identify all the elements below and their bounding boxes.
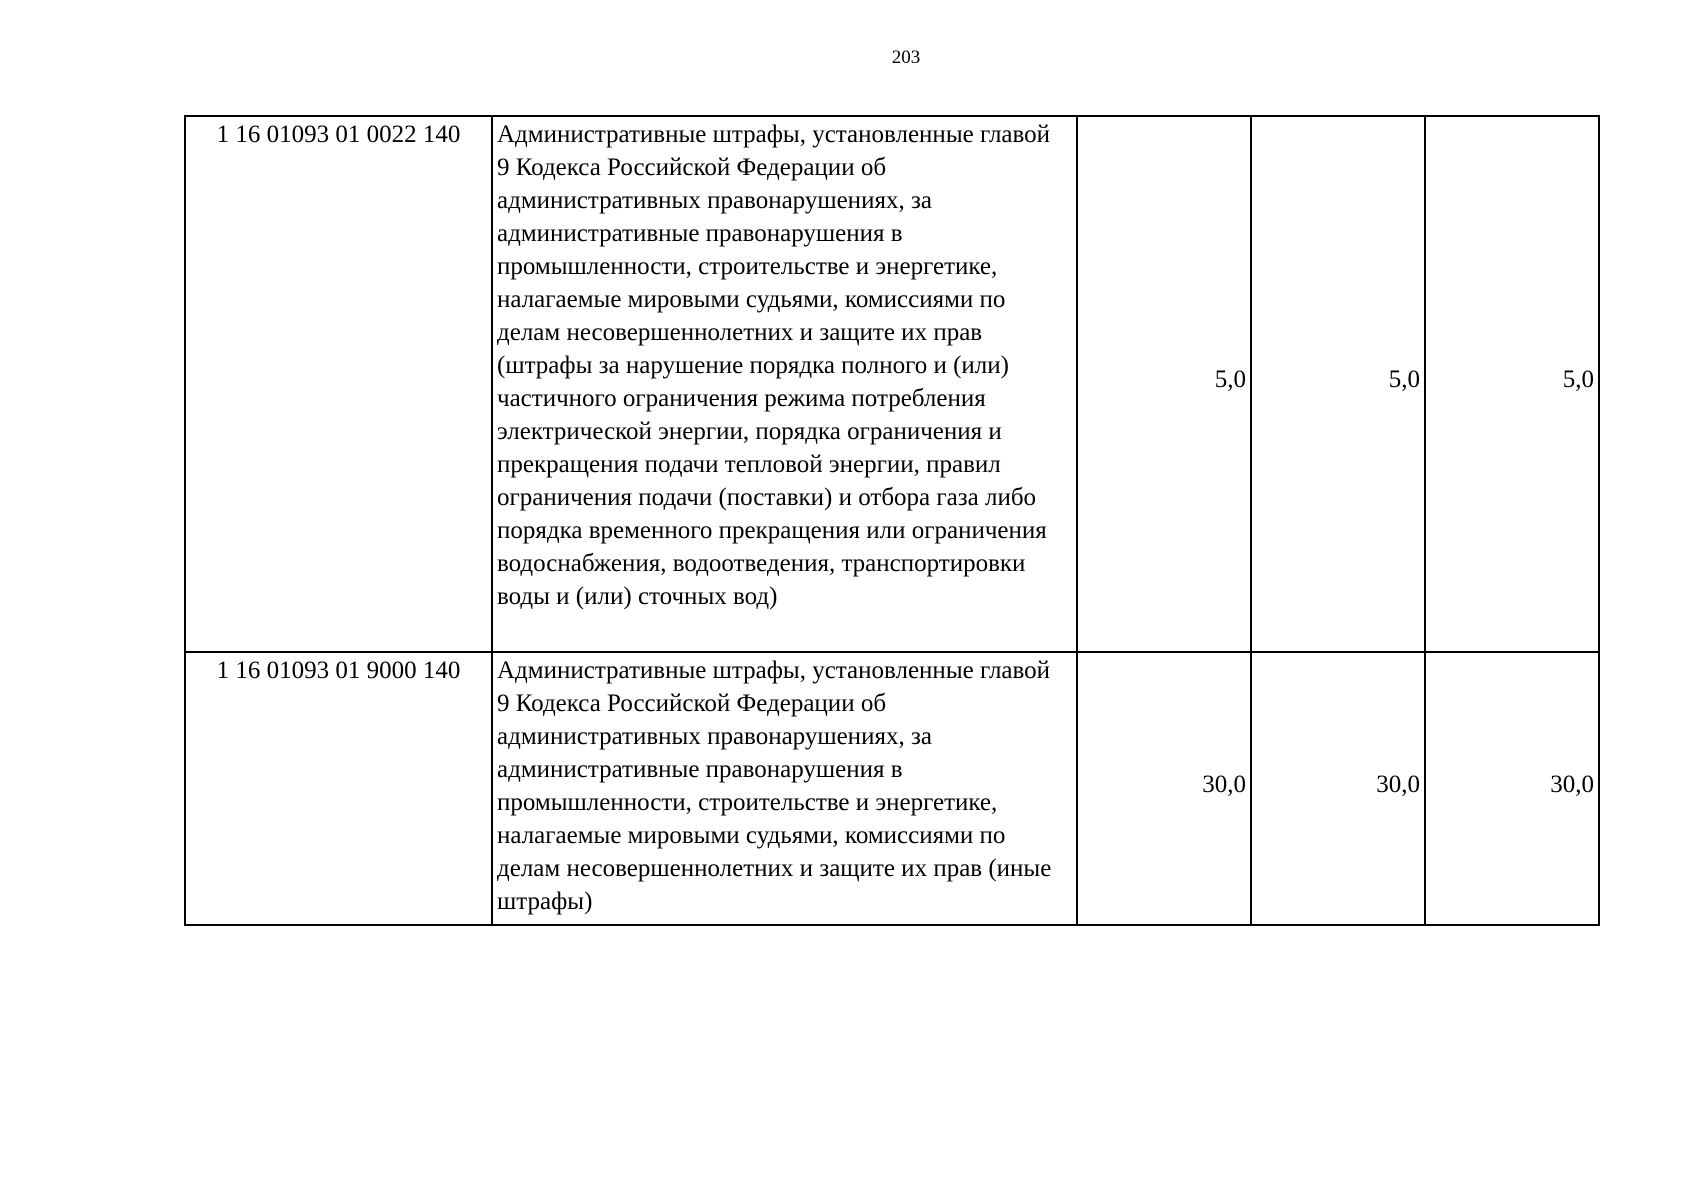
value-text: 30,0	[1376, 770, 1420, 798]
value-text: 5,0	[1214, 365, 1246, 393]
description-text: Административные штрафы, установленные главой 9 Кодекса Российской Федерации об административных правонарушениях, за административные правонарушения в промышленности, строительстве и энергетике, налагаемые мировыми судьями, комиссиями по делам несовершеннолетних и защите их прав (штрафы за нарушение порядка полного и (или) частичного ограничения режима потребления электрической энергии, порядка ограничения и прекращения подачи тепловой энергии, правил ограничения подачи (поставки) и отбора газа либо порядка временного прекращения или ограничения водоснабжения, водоотведения, транспортировки воды и (или) сточных вод)	[497, 121, 1051, 610]
value-text: 30,0	[1550, 770, 1594, 798]
value-cell-3	[1425, 652, 1599, 925]
description-cell	[492, 116, 1077, 652]
value-cell-1	[1077, 652, 1251, 925]
value-cell-2	[1251, 116, 1425, 652]
page-number: 203	[891, 47, 921, 68]
description-cell	[492, 652, 1077, 925]
value-text: 5,0	[1388, 365, 1420, 393]
table-row	[185, 652, 1599, 925]
value-cell-2	[1251, 652, 1425, 925]
budget-code-cell	[185, 116, 492, 652]
budget-table	[184, 115, 1600, 926]
budget-code: 1 16 01093 01 0022 140	[216, 121, 461, 148]
value-text: 5,0	[1562, 365, 1594, 393]
description-text: Административные штрафы, установленные главой 9 Кодекса Российской Федерации об административных правонарушениях, за административные правонарушения в промышленности, строительстве и энергетике, налагаемые мировыми судьями, комиссиями по делам несовершеннолетних и защите их прав (иные штрафы)	[497, 657, 1052, 915]
value-cell-3	[1425, 116, 1599, 652]
budget-code-cell	[185, 652, 492, 925]
budget-code: 1 16 01093 01 9000 140	[216, 657, 461, 684]
value-cell-1	[1077, 116, 1251, 652]
value-text: 30,0	[1202, 770, 1246, 798]
table-row	[185, 116, 1599, 652]
